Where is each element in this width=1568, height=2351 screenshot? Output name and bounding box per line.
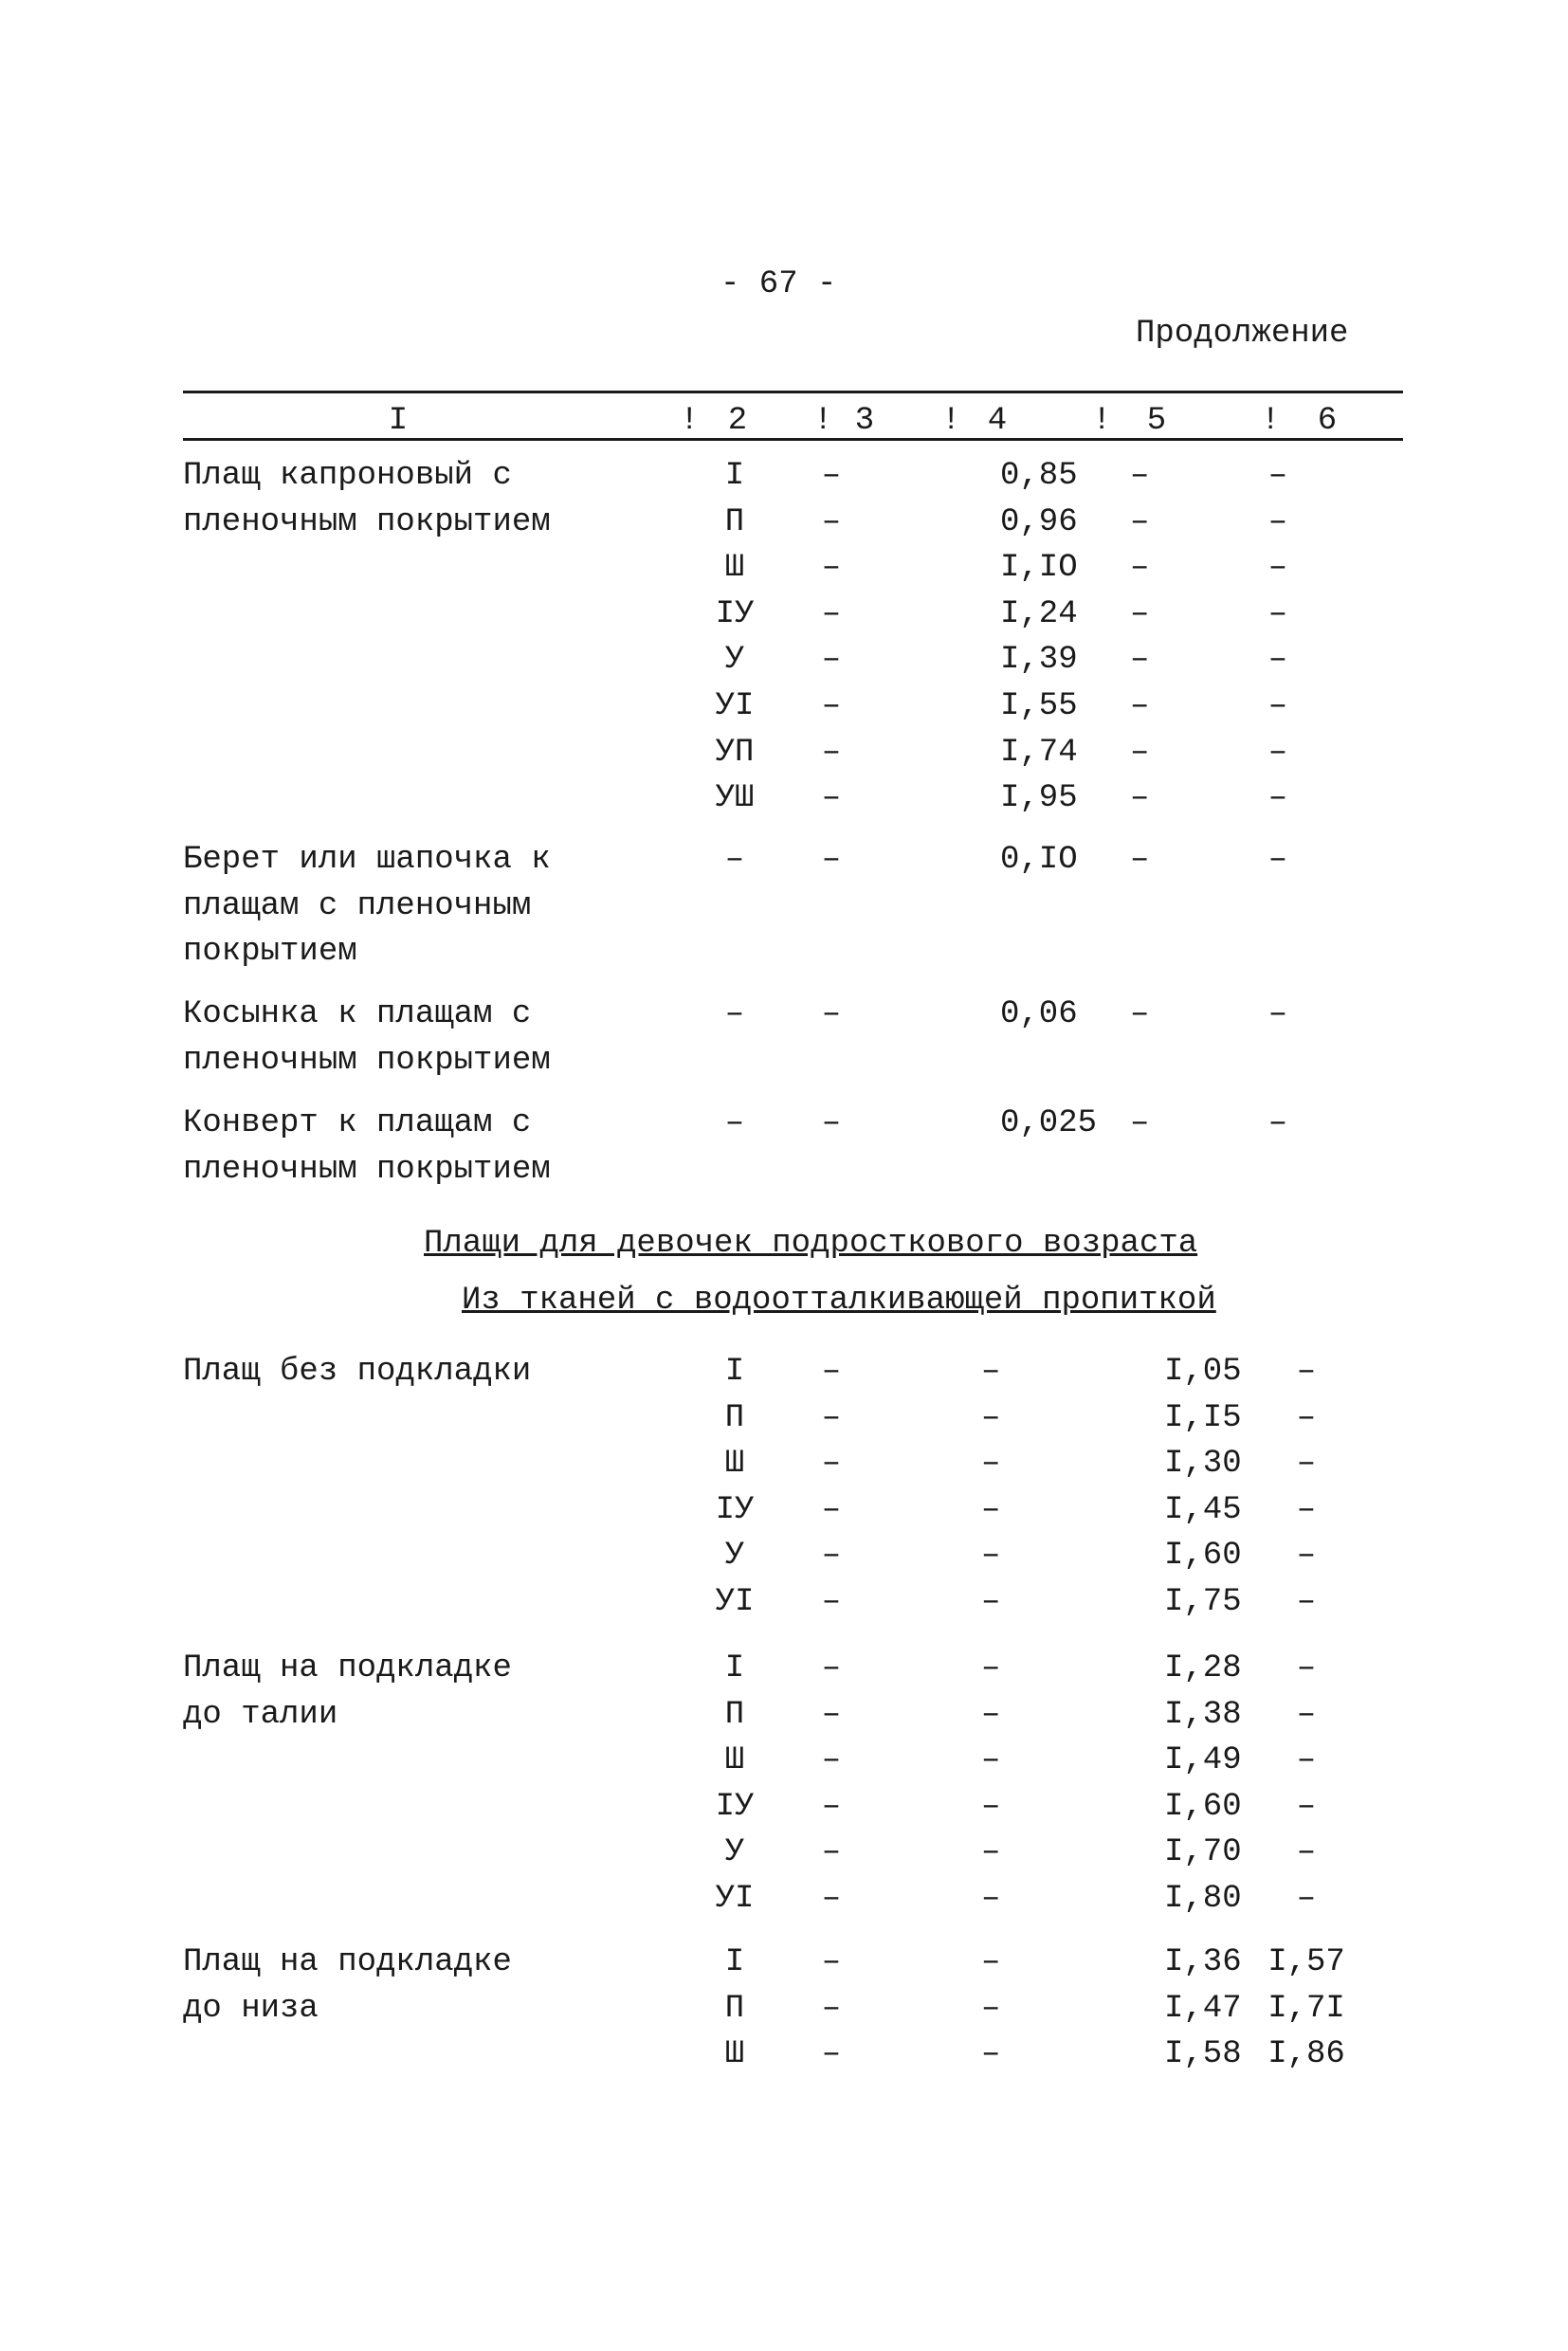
table-cell: У <box>724 1834 745 1871</box>
column-header: 2 <box>727 403 748 439</box>
column-separator: ! <box>941 403 961 439</box>
table-cell: I,49 <box>1164 1742 1242 1779</box>
table-cell: – <box>981 1584 1001 1620</box>
table-cell: – <box>1267 734 1288 771</box>
column-separator: ! <box>680 403 700 439</box>
table-cell: – <box>724 996 745 1032</box>
row-label: Плащ без подкладки <box>183 1354 532 1390</box>
table-cell: I,86 <box>1267 2036 1345 2073</box>
table-cell: 0,IO <box>1000 842 1078 878</box>
row-label: Косынка к плащам с <box>183 996 532 1032</box>
column-header: 5 <box>1146 403 1167 439</box>
page-number: - 67 - <box>720 266 837 302</box>
table-cell: П <box>724 503 745 540</box>
table-cell: – <box>981 1788 1001 1825</box>
table-cell: I <box>724 1650 745 1686</box>
table-cell: I <box>724 458 745 494</box>
section-title: Плащи для девочек подросткового возраста <box>424 1226 1198 1262</box>
row-label: пленочным покрытием <box>183 1151 551 1188</box>
column-header: 4 <box>987 403 1008 439</box>
table-cell: – <box>821 503 842 540</box>
table-cell: – <box>1130 996 1150 1032</box>
table-cell: – <box>981 1834 1001 1871</box>
table-cell: – <box>1296 1538 1317 1575</box>
table-cell: – <box>821 1650 842 1686</box>
table-cell: I,57 <box>1267 1944 1345 1980</box>
row-label: Берет или шапочка к <box>183 842 551 878</box>
table-cell: – <box>981 1650 1001 1686</box>
table-cell: 0,96 <box>1000 503 1078 540</box>
table-cell: – <box>981 1354 1001 1390</box>
table-cell: – <box>981 1399 1001 1436</box>
table-cell: – <box>1296 1399 1317 1436</box>
row-label: пленочным покрытием <box>183 1042 551 1079</box>
table-cell: – <box>1296 1696 1317 1733</box>
table-cell: – <box>1130 595 1150 632</box>
table-cell: – <box>981 1696 1001 1733</box>
column-header: 6 <box>1317 403 1338 439</box>
table-cell: 0,025 <box>1000 1105 1098 1141</box>
row-label: Плащ на подкладке <box>183 1650 512 1686</box>
table-cell: IУ <box>715 595 755 632</box>
table-cell: IУ <box>715 1491 755 1528</box>
table-cell: – <box>981 1538 1001 1575</box>
table-cell: УП <box>715 734 755 771</box>
table-cell: – <box>1267 595 1288 632</box>
table-cell: I,05 <box>1164 1354 1242 1390</box>
table-cell: – <box>1267 842 1288 878</box>
table-cell: – <box>1130 1105 1150 1141</box>
column-separator: ! <box>1092 403 1112 439</box>
table-cell: Ш <box>724 550 745 587</box>
table-cell: – <box>821 1881 842 1917</box>
table-cell: 0,06 <box>1000 996 1078 1032</box>
table-cell: – <box>821 1491 842 1528</box>
table-cell: – <box>821 2036 842 2073</box>
table-cell: IУ <box>715 1788 755 1825</box>
row-label: пленочным покрытием <box>183 503 551 540</box>
table-cell: – <box>1267 458 1288 494</box>
column-separator: ! <box>1261 403 1281 439</box>
table-cell: – <box>1267 780 1288 817</box>
table-cell: – <box>981 1742 1001 1779</box>
table-cell: – <box>1267 642 1288 679</box>
table-cell: УI <box>715 1584 755 1620</box>
table-cell: – <box>821 780 842 817</box>
table-cell: Ш <box>724 1446 745 1483</box>
table-cell: I,39 <box>1000 642 1078 679</box>
table-cell: I,36 <box>1164 1944 1242 1980</box>
table-cell: – <box>1296 1584 1317 1620</box>
column-header: I <box>388 403 409 439</box>
table-cell: – <box>981 1990 1001 2027</box>
row-label: покрытием <box>183 934 357 971</box>
table-cell: УШ <box>715 780 755 817</box>
table-top-rule <box>183 391 1403 393</box>
table-cell: I,47 <box>1164 1990 1242 2027</box>
table-cell: I,74 <box>1000 734 1078 771</box>
table-cell: – <box>1296 1354 1317 1390</box>
table-cell: – <box>821 1354 842 1390</box>
table-cell: П <box>724 1696 745 1733</box>
table-cell: – <box>821 550 842 587</box>
table-cell: – <box>821 642 842 679</box>
table-cell: I,28 <box>1164 1650 1242 1686</box>
table-cell: – <box>821 1696 842 1733</box>
table-cell: – <box>821 1399 842 1436</box>
row-label: Конверт к плащам с <box>183 1105 532 1141</box>
table-cell: У <box>724 642 745 679</box>
table-cell: – <box>1130 503 1150 540</box>
section-subtitle: Из тканей с водоотталкивающей пропиткой <box>462 1283 1216 1319</box>
table-cell: I,30 <box>1164 1446 1242 1483</box>
table-cell: I,38 <box>1164 1696 1242 1733</box>
table-cell: – <box>1296 1742 1317 1779</box>
row-label: Плащ капроновый с <box>183 458 512 494</box>
table-cell: I,55 <box>1000 688 1078 724</box>
row-label: плащам с пленочным <box>183 887 532 924</box>
table-cell: Ш <box>724 2036 745 2073</box>
table-cell: – <box>1130 458 1150 494</box>
table-cell: П <box>724 1399 745 1436</box>
table-cell: – <box>981 1881 1001 1917</box>
table-cell: Ш <box>724 1742 745 1779</box>
table-cell: – <box>1130 688 1150 724</box>
table-cell: – <box>981 1446 1001 1483</box>
table-cell: I,IO <box>1000 550 1078 587</box>
table-cell: – <box>1130 780 1150 817</box>
table-cell: I <box>724 1354 745 1390</box>
table-cell: I,60 <box>1164 1538 1242 1575</box>
table-cell: У <box>724 1538 745 1575</box>
table-cell: I,45 <box>1164 1491 1242 1528</box>
table-cell: – <box>1130 642 1150 679</box>
table-cell: I,60 <box>1164 1788 1242 1825</box>
table-cell: – <box>1296 1881 1317 1917</box>
table-cell: П <box>724 1990 745 2027</box>
table-cell: I,70 <box>1164 1834 1242 1871</box>
table-cell: 0,85 <box>1000 458 1078 494</box>
table-cell: – <box>821 1834 842 1871</box>
table-cell: – <box>821 1788 842 1825</box>
table-cell: – <box>724 842 745 878</box>
table-cell: – <box>1267 550 1288 587</box>
table-cell: – <box>821 1584 842 1620</box>
column-separator: ! <box>813 403 833 439</box>
table-cell: – <box>1296 1491 1317 1528</box>
table-cell: I,I5 <box>1164 1399 1242 1436</box>
table-cell: – <box>1296 1650 1317 1686</box>
row-label: до низа <box>183 1990 319 2027</box>
table-cell: – <box>821 1742 842 1779</box>
table-cell: – <box>724 1105 745 1141</box>
table-cell: I,58 <box>1164 2036 1242 2073</box>
table-cell: – <box>1267 503 1288 540</box>
column-header: 3 <box>854 403 875 439</box>
table-cell: – <box>1130 842 1150 878</box>
table-cell: – <box>821 1944 842 1980</box>
table-cell: – <box>1296 1446 1317 1483</box>
table-cell: – <box>821 595 842 632</box>
table-cell: УI <box>715 1881 755 1917</box>
table-cell: – <box>821 1990 842 2027</box>
continuation-label: Продолжение <box>1136 316 1349 352</box>
table-cell: – <box>1296 1834 1317 1871</box>
table-cell: – <box>821 688 842 724</box>
table-cell: I,80 <box>1164 1881 1242 1917</box>
table-cell: – <box>1267 1105 1288 1141</box>
table-cell: – <box>1267 996 1288 1032</box>
table-cell: – <box>981 1491 1001 1528</box>
table-cell: – <box>821 996 842 1032</box>
row-label: до талии <box>183 1696 338 1733</box>
table-cell: – <box>1267 688 1288 724</box>
table-cell: – <box>821 1446 842 1483</box>
table-cell: – <box>1296 1788 1317 1825</box>
table-cell: – <box>821 1538 842 1575</box>
table-cell: – <box>981 1944 1001 1980</box>
table-cell: – <box>821 734 842 771</box>
table-cell: I,75 <box>1164 1584 1242 1620</box>
table-cell: УI <box>715 688 755 724</box>
table-cell: – <box>821 1105 842 1141</box>
table-cell: – <box>821 458 842 494</box>
table-cell: I <box>724 1944 745 1980</box>
table-cell: I,24 <box>1000 595 1078 632</box>
table-cell: I,7I <box>1267 1990 1345 2027</box>
table-cell: – <box>1130 734 1150 771</box>
table-cell: – <box>821 842 842 878</box>
row-label: Плащ на подкладке <box>183 1944 512 1980</box>
table-cell: – <box>1130 550 1150 587</box>
table-cell: I,95 <box>1000 780 1078 817</box>
table-cell: – <box>981 2036 1001 2073</box>
